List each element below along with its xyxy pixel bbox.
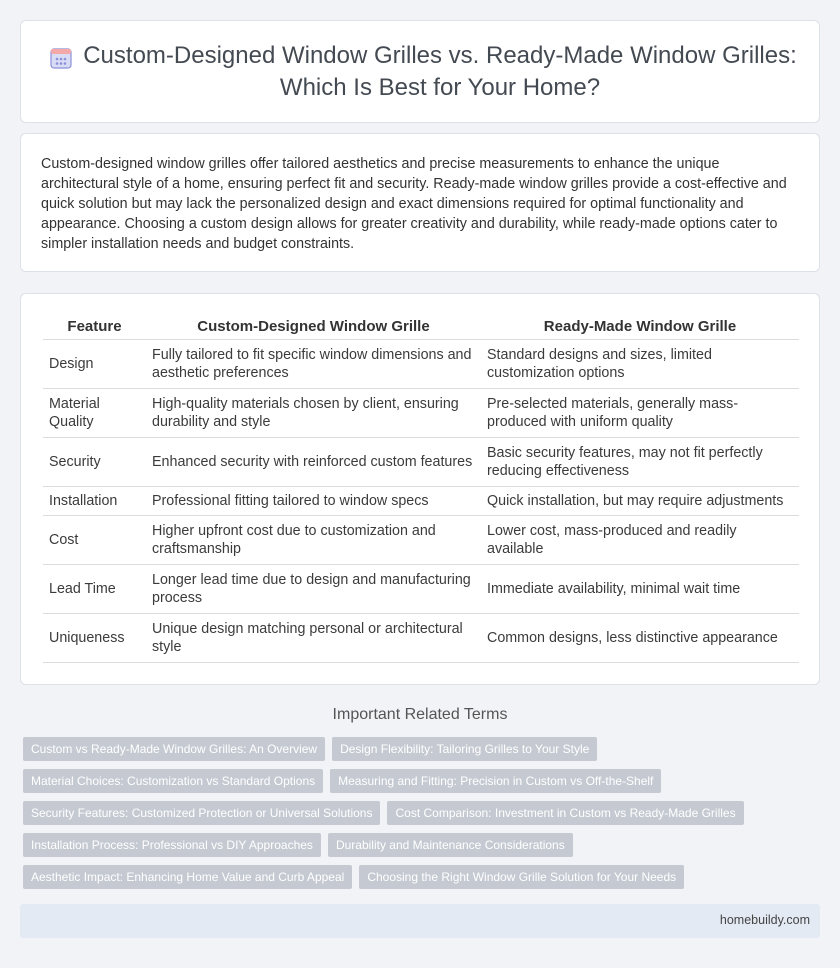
- custom-cell: Unique design matching personal or architectural style: [146, 613, 481, 662]
- ready-made-cell: Lower cost, mass-produced and readily available: [481, 515, 799, 564]
- related-term-tag[interactable]: Material Choices: Customization vs Standard Options: [23, 769, 323, 793]
- feature-cell: Lead Time: [43, 564, 146, 613]
- table-row: [43, 388, 799, 437]
- feature-cell: Material Quality: [43, 388, 146, 437]
- ready-made-cell: Standard designs and sizes, limited customization options: [481, 339, 799, 388]
- custom-cell: Enhanced security with reinforced custom features: [146, 437, 481, 486]
- intro-paragraph: Custom-designed window grilles offer tailored aesthetics and precise measurements to enhance the unique architectural style of a home, ensuring perfect fit and security. Ready-made window grilles provide a cost-effective and quick solution but may lack the personalized design and exact dimensions required for optimal functionality and appearance. Choosing a custom design allows for greater creativity and durability, while ready-made options cater to simpler installation needs and budget constraints.: [41, 156, 787, 252]
- related-term-tag[interactable]: Installation Process: Professional vs DIY Approaches: [23, 833, 321, 857]
- ready-made-cell: Basic security features, may not fit perfectly reducing effectiveness: [481, 437, 799, 486]
- feature-cell: Cost: [43, 515, 146, 564]
- related-term-tag[interactable]: Measuring and Fitting: Precision in Custom vs Off-the-Shelf: [330, 769, 661, 793]
- related-term-tag[interactable]: Cost Comparison: Investment in Custom vs Ready-Made Grilles: [387, 801, 743, 825]
- header-custom: Custom-Designed Window Grille: [146, 310, 481, 339]
- footer: [20, 904, 820, 938]
- related-term-tag[interactable]: Security Features: Customized Protection or Universal Solutions: [23, 801, 380, 825]
- custom-cell: High-quality materials chosen by client, ensuring durability and style: [146, 388, 481, 437]
- table-row: [43, 564, 799, 613]
- header-ready-made: Ready-Made Window Grille: [481, 310, 799, 339]
- footer-site-link[interactable]: homebuildy.com: [719, 913, 810, 927]
- table-row: [43, 437, 799, 486]
- custom-cell: Fully tailored to fit specific window dimensions and aesthetic preferences: [146, 339, 481, 388]
- table-row: [43, 486, 799, 515]
- custom-cell: Higher upfront cost due to customization and craftsmanship: [146, 515, 481, 564]
- related-term-tag[interactable]: Aesthetic Impact: Enhancing Home Value and Curb Appeal: [23, 865, 352, 889]
- intro-card: [20, 133, 820, 272]
- ready-made-cell: Immediate availability, minimal wait time: [481, 564, 799, 613]
- custom-cell: Professional fitting tailored to window specs: [146, 486, 481, 515]
- feature-cell: Design: [43, 339, 146, 388]
- feature-cell: Uniqueness: [43, 613, 146, 662]
- comparison-table: [43, 310, 799, 663]
- ready-made-cell: Quick installation, but may require adjustments: [481, 486, 799, 515]
- feature-cell: Security: [43, 437, 146, 486]
- comparison-card: [20, 293, 820, 685]
- feature-cell: Installation: [43, 486, 146, 515]
- related-term-tag[interactable]: Design Flexibility: Tailoring Grilles to Your Style: [332, 737, 597, 761]
- table-row: [43, 613, 799, 662]
- page-title: Custom-Designed Window Grilles vs. Ready-Made Window Grilles: Which Is Best for Your Home?: [83, 41, 797, 101]
- table-header-row: [43, 310, 799, 339]
- related-term-tag[interactable]: Custom vs Ready-Made Window Grilles: An Overview: [23, 737, 325, 761]
- ready-made-cell: Pre-selected materials, generally mass-produced with uniform quality: [481, 388, 799, 437]
- related-terms-list: [23, 737, 803, 889]
- custom-cell: Longer lead time due to design and manufacturing process: [146, 564, 481, 613]
- related-term-tag[interactable]: Choosing the Right Window Grille Solution for Your Needs: [359, 865, 684, 889]
- ready-made-cell: Common designs, less distinctive appearance: [481, 613, 799, 662]
- table-row: [43, 515, 799, 564]
- related-terms-heading: Important Related Terms: [332, 706, 508, 723]
- table-row: [43, 339, 799, 388]
- header-feature: Feature: [43, 310, 146, 339]
- title-card: [20, 20, 820, 123]
- related-term-tag[interactable]: Durability and Maintenance Considerations: [328, 833, 573, 857]
